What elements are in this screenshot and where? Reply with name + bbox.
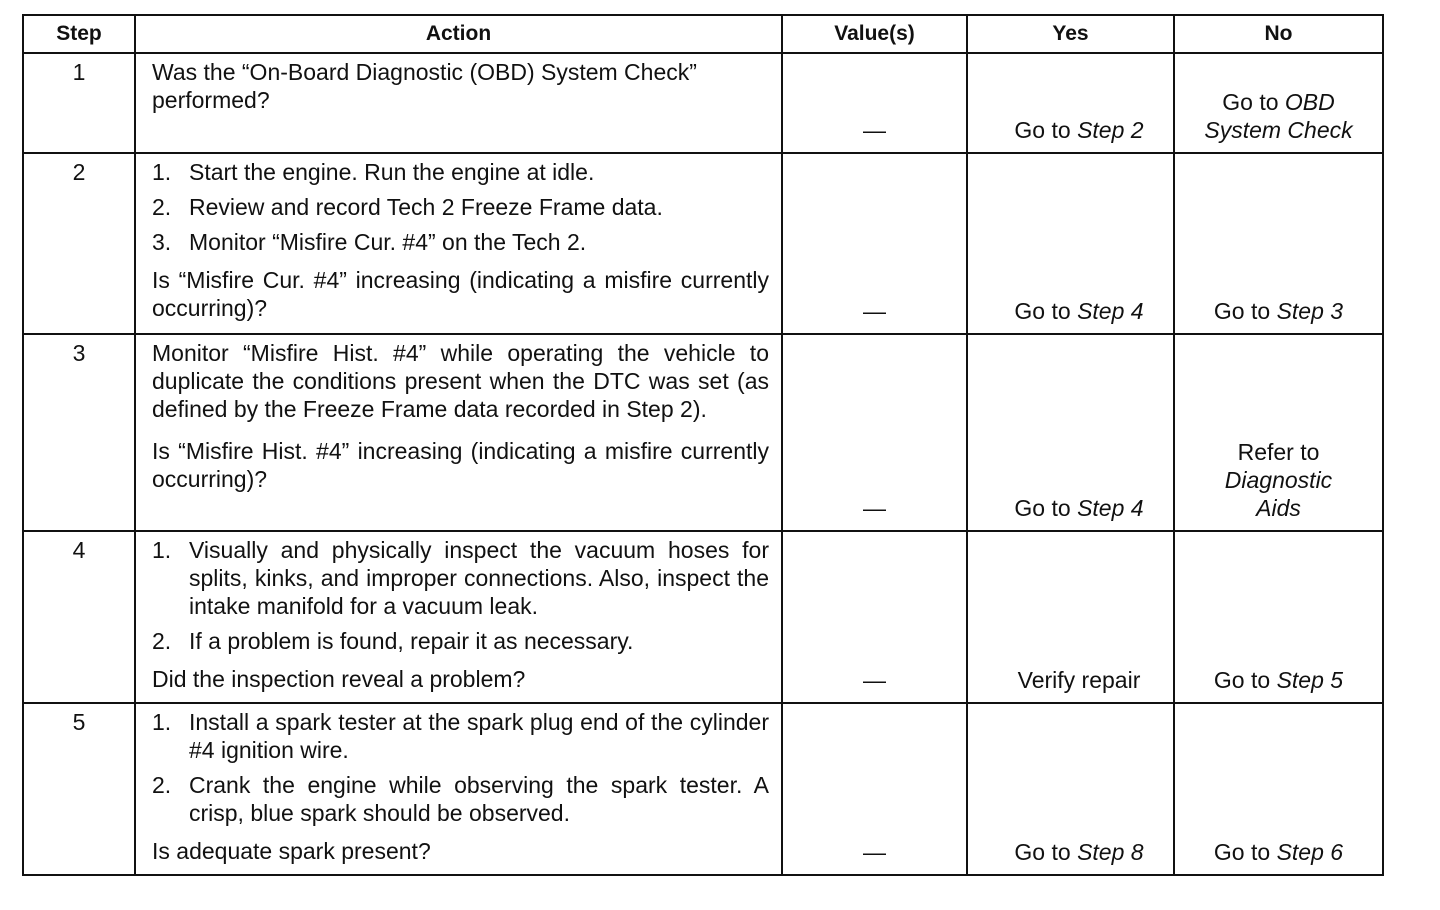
list-item: 3. Monitor “Misfire Cur. #4” on the Tech 2.	[152, 229, 587, 255]
table-row	[23, 153, 1383, 334]
yes-cell: Verify repair	[967, 531, 1174, 703]
header-values: Value(s)	[782, 15, 967, 53]
yes-cell: Go to Step 4	[967, 153, 1174, 334]
step-number: 1	[23, 53, 135, 153]
header-step: Step	[23, 15, 135, 53]
action-cell	[135, 53, 782, 153]
list-item: 1. Install a spark tester at the spark plug end of the cylinder #4 ignition wire.	[152, 709, 769, 763]
action-intro: Monitor “Misfire Hist. #4” while operating the vehicle to duplicate the conditions present when the DTC was set (as defined by the Freeze Frame data recorded in Step 2).	[152, 340, 769, 422]
table-row	[23, 531, 1383, 703]
no-cell: Go to Step 5	[1174, 531, 1383, 703]
no-cell: Go to Step 3	[1174, 153, 1383, 334]
action-cell	[135, 531, 782, 703]
value-cell: —	[782, 153, 967, 334]
value-cell: —	[782, 334, 967, 531]
list-item: 1. Visually and physically inspect the vacuum hoses for splits, kinks, and improper connections. Also, inspect the intake manifold for a vacuum leak.	[152, 537, 769, 619]
no-cell: Go to OBD System Check	[1174, 53, 1383, 153]
step-number: 4	[23, 531, 135, 703]
list-item: 1. Start the engine. Run the engine at idle.	[152, 159, 595, 185]
table-row	[23, 53, 1383, 153]
action-question: Did the inspection reveal a problem?	[152, 666, 526, 692]
list-item: 2. Crank the engine while observing the spark tester. A crisp, blue spark should be observed.	[152, 772, 769, 826]
list-item: 2. If a problem is found, repair it as necessary.	[152, 628, 634, 654]
action-question: Was the “On-Board Diagnostic (OBD) System Check” performed?	[152, 59, 697, 113]
action-question: Is “Misfire Cur. #4” increasing (indicating a misfire currently occurring)?	[152, 267, 769, 321]
step-number: 2	[23, 153, 135, 334]
action-cell	[135, 703, 782, 875]
action-question: Is “Misfire Hist. #4” increasing (indicating a misfire currently occurring)?	[152, 438, 769, 492]
diagnostic-table	[22, 14, 1384, 876]
step-number: 5	[23, 703, 135, 875]
table-row	[23, 703, 1383, 875]
action-cell	[135, 153, 782, 334]
header-row	[23, 15, 1383, 53]
list-item: 2. Review and record Tech 2 Freeze Frame data.	[152, 194, 663, 220]
header-action: Action	[135, 15, 782, 53]
action-question: Is adequate spark present?	[152, 838, 431, 864]
value-cell: —	[782, 53, 967, 153]
value-cell: —	[782, 531, 967, 703]
header-no: No	[1174, 15, 1383, 53]
value-cell: —	[782, 703, 967, 875]
yes-cell: Go to Step 4	[967, 334, 1174, 531]
step-number: 3	[23, 334, 135, 531]
no-cell: Refer to Diagnostic Aids	[1174, 334, 1383, 531]
yes-cell: Go to Step 2	[967, 53, 1174, 153]
yes-cell: Go to Step 8	[967, 703, 1174, 875]
action-cell	[135, 334, 782, 531]
header-yes: Yes	[967, 15, 1174, 53]
table-row	[23, 334, 1383, 531]
no-cell: Go to Step 6	[1174, 703, 1383, 875]
